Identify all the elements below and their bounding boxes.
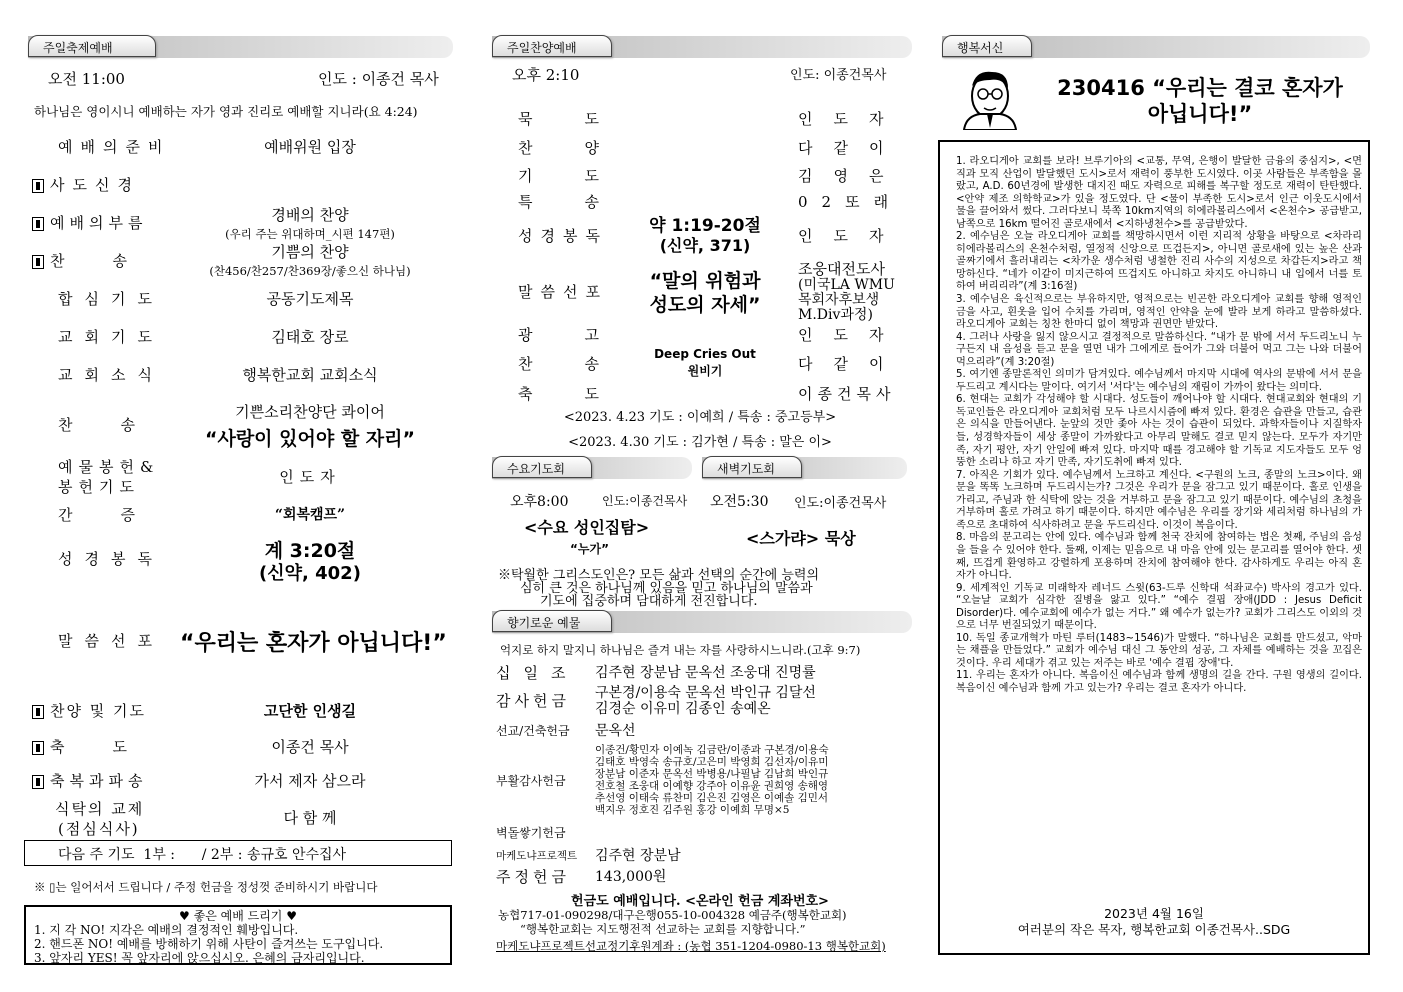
tab-wednesday: 수요기도회	[492, 456, 592, 478]
order-label	[32, 700, 146, 721]
order-right: 이종건목사	[798, 385, 896, 403]
offering-label: 선교/건축헌금	[496, 724, 570, 738]
tab-afternoon-worship: 주일찬양예배	[492, 35, 612, 57]
order-right: 김영은	[798, 167, 905, 185]
stand-icon	[32, 255, 44, 269]
sermon-title: “우리는 혼자가 아닙니다!”	[180, 631, 447, 656]
order-label: 광고	[518, 326, 651, 344]
offering-value: 김경순 이유미 김종인 송예온	[595, 701, 771, 717]
quote-line: 기도에 집중하며 담대하게 전진합니다.	[540, 594, 758, 609]
order-label: 성경봉독	[58, 550, 164, 568]
letter-paragraph: 5. 여기엔 종말론적인 의미가 담겨있다. 예수님께서 마지막 시대에 역사의 문밖에 서서 문을 두드리고 계시다는 말이다. 여기서 '서다'는 예수님의 재림이 가까이 왔다는 의미다.	[956, 369, 1362, 393]
offering-label: 마케도냐프로젝트	[496, 850, 578, 862]
order-label-text: 예배의부름	[50, 214, 148, 232]
letter-paragraph: 3. 예수님은 육신적으로는 부유하지만, 영적으로는 빈곤한 라오디게아 교회를 향해 영적인 금을 사고, 흰옷을 입어 수치를 가리며, 영적인 안약을 눈에 발라 보게 하라고 말씀하셨다. 라오디게아 교회는 칭찬 한마디 없이 책망과 권면만 받았다.	[956, 294, 1362, 331]
offering-label: 십일조	[496, 664, 579, 682]
pastor-letter-column	[930, 0, 1403, 992]
order-label: 말씀선포	[58, 632, 164, 650]
order-value: 기쁜소리찬양단 콰이어	[235, 403, 385, 421]
order-value: 공동기도제목	[266, 290, 354, 308]
order-mid: 원비기	[687, 364, 723, 378]
order-label: 찬송	[58, 416, 183, 434]
order-value: 기쁨의 찬양	[271, 243, 349, 261]
order-mid: 성도의 자세”	[649, 294, 761, 316]
order-mid: “말의 위험과	[649, 270, 761, 292]
order-label: 봉헌기도	[58, 478, 140, 496]
order-label-text: 사도신경	[50, 176, 140, 194]
offering-value: 김주현 장분남 문옥선 조웅대 진명률	[595, 665, 816, 681]
order-right: (미국LA WMU	[798, 277, 895, 293]
letter-title: 아닙니다!”	[1147, 102, 1253, 126]
order-label: 식탁의 교제	[55, 800, 145, 818]
dawn-title: <스가랴> 묵상	[746, 529, 856, 548]
order-sub: (신약, 402)	[259, 563, 361, 584]
order-label-text: 찬송	[50, 252, 175, 270]
offering-value: 백지우 정호진 김주원 홍강 이예희 무명×5	[595, 804, 790, 816]
mission-account: 마케도냐프로젝트선교정기후원계좌 : (농협 351-1204-0980-13 행복한교회)	[496, 939, 886, 953]
dawn-time: 오전5:30	[710, 494, 769, 510]
letter-paragraph: 2. 예수님은 오늘 라오디게아 교회를 책망하시면서 이런 지리적 상황을 바탕으로 <차라리 히에라볼리스의 온천수처럼, 열정적 신앙으로 뜨겁든지>, 아니면 골로새에 있는 높은 산과 골짜기에서 흘러내리는 <차가운 생수처럼 냉철한 진리 사수의 지성으로 차갑든지>라고 책망하신다. “네가 이같이 미지근하여 뜨겁지도 아니하고 차지도 아니하니 내 입에서 너를 토하여 버리리라”(계 3:16절)	[956, 231, 1362, 293]
order-value: 김태호 장로	[271, 328, 349, 346]
offering-label: 벽돌쌓기헌금	[496, 826, 566, 840]
order-label: 예물봉헌&	[58, 458, 160, 476]
letter-paragraph: 8. 마음의 문고리는 안에 있다. 예수님과 함께 천국 잔치에 참여하는 법은 첫째, 주님의 음성을 들을 수 있어야 한다. 둘째, 이제는 믿음으로 내 마음 안에 있는 문고리를 열어야 한다. 셋째, 뜨겁게 환영하고 강렬하게 포용하며 잔치에 참여해야 한다. 감사하게도 우리는 아직 혼자가 아니다.	[956, 532, 1362, 582]
offering-value: 143,000원	[595, 869, 667, 885]
church-motto: “행복한교회는 지도행전적 선교하는 교회를 지향합니다.”	[520, 922, 806, 936]
good-worship-item: 1. 지 각 NO! 지각은 예배의 결정적인 훼방입니다.	[34, 923, 299, 937]
order-label	[32, 250, 175, 271]
order-label	[32, 174, 140, 195]
offering-value: 추선영 이태숙 류찬미 김은진 김영은 이예솔 김민서	[595, 792, 829, 804]
offering-verse: 억지로 하지 말지니 하나님은 즐겨 내는 자를 사랑하시느니라.(고후 9:7)	[500, 643, 861, 657]
offering-value: 김태호 박영숙 송규호/고은미 박영희 김선자/이유미	[595, 756, 829, 768]
wed-title: <수요 성인집탐>	[524, 518, 650, 537]
offering-value: 김주현 장분남	[595, 848, 681, 864]
stand-icon	[32, 179, 44, 193]
letter-paragraph: 11. 우리는 혼자가 아니다. 복음이신 예수님과 함께 생명의 길을 간다. 구원 영생의 길이다. 복음이신 예수님과 함께 가고 있는가? 우리는 결코 혼자가 아니다.	[956, 670, 1362, 694]
offering-label: 감사헌금	[496, 692, 570, 710]
order-value: 예배위원 입장	[264, 138, 356, 156]
letter-date: 2023년 4월 16일	[1104, 906, 1204, 921]
letter-paragraph: 4. 그러나 사랑을 잃지 않으시고 결정적으로 말씀하신다. “내가 문 밖에 서서 두드리노니 누구든지 내 음성을 듣고 문을 열면 내가 그에게로 들어가 그와 더불어 먹고 그는 나와 더불어 먹으리라”(계 3:20절)	[956, 331, 1362, 368]
service-time: 오전 11:00	[48, 70, 125, 88]
stand-icon	[32, 775, 44, 789]
order-label: 말씀선포	[518, 283, 608, 301]
order-label: 묵도	[518, 110, 651, 128]
letter-title: 230416 “우리는 결코 혼자가	[1057, 76, 1343, 100]
pastor-avatar-icon	[956, 66, 1020, 130]
order-label: 특송	[518, 193, 651, 211]
order-label: 합심기도	[58, 290, 164, 308]
order-value: 고단한 인생길	[263, 702, 357, 720]
order-value: 행복한교회 교회소식	[242, 366, 378, 384]
wed-time: 오후8:00	[510, 494, 569, 510]
offering-value: 이종건/황민자 이예녹 김금란/이종과 구본경/이용숙	[595, 744, 829, 756]
order-right: 인도자	[798, 227, 905, 245]
letter-paragraph: 7. 아직은 기회가 있다. 예수님께서 노크하고 계신다. <구원의 노크, 종말의 노크>이다. 왜 문을 똑똑 노크하며 두드리시는가? 그것은 우리가 문을 잠그고 있기 때문이다. 홀로 인생을 가리고, 주님과 한 식탁에 앉는 것을 거부하고 문을 잠그고 있기 때문이다. 예수님의 초청을 거부하며 홀로 가려고 하기 때문이다. 하지만 예수님은 우리를 장기와 세리처럼 하나님의 가족으로 초대하여 식사하려고 문을 두드리신다. 이것이 복음이다.	[956, 469, 1362, 531]
letter-paragraph: 10. 독일 종교개혁가 마틴 루터(1483~1546)가 말했다. “하나님은 교회를 만드셨고, 악마는 채플을 만들었다.” 교회가 예수님 대신 그 동안의 성공, 그 자체를 예배하는 것을 꼬집은 것이다. 우리 세대가 겪고 있는 저주는 바로 '예수 결핍 장애'다.	[956, 632, 1362, 669]
worship-order-column	[0, 0, 470, 992]
order-value: 이종건 목사	[271, 738, 349, 756]
schedule-line: <2023. 4.23 기도 : 이예희 / 특송 : 중고등부>	[563, 410, 837, 425]
order-label-text: 축복과파송	[50, 772, 148, 790]
wed-sub: “누가”	[570, 542, 609, 556]
order-label	[32, 770, 147, 791]
order-label: (점심식사)	[58, 820, 140, 838]
order-value: “회복캠프”	[274, 507, 346, 523]
order-label: 간증	[58, 506, 183, 524]
order-label: 축도	[518, 385, 651, 403]
order-label: 기도	[518, 167, 651, 185]
order-label: 찬양	[518, 139, 651, 157]
order-label: 교회기도	[58, 328, 164, 346]
tab-dawn: 새벽기도회	[702, 456, 802, 478]
order-label: 찬송	[518, 355, 651, 373]
wed-leader: 인도:이종건목사	[602, 494, 688, 508]
good-worship-title: ♥ 좋은 예배 드리기 ♥	[179, 909, 297, 923]
stand-icon	[32, 217, 44, 231]
quote-line: 심히 큰 것은 하나님께 있음을 믿고 하나님의 말씀과	[520, 581, 813, 596]
tab-offering: 향기로운 예물	[492, 610, 612, 632]
dawn-leader: 인도:이종건목사	[794, 496, 887, 511]
order-value: 인도자	[279, 468, 341, 486]
good-worship-item: 3. 앞자리 YES! 꼭 앞자리에 앉으십시오. 은혜의 금자리입니다.	[34, 951, 365, 965]
order-right: 인도자	[798, 110, 905, 128]
good-worship-item: 2. 핸드폰 NO! 예배를 방해하기 위해 사탄이 즐겨쓰는 도구입니다.	[34, 937, 384, 951]
order-right: 다같이	[798, 139, 905, 157]
service-time: 오후 2:10	[512, 66, 580, 84]
letter-paragraph: 9. 세계적인 기독교 미래학자 레너드 스윗(63-드루 신학대 석좌교수) 박사의 경고가 있다. “오늘날 교회가 심각한 질병을 앓고 있다.” “예수 결핍 장애(JDD : Jesus Deficit Disorder)다. 예수교회에 예수가 없는 거다.” 왜 예수가 없는가? 교회가 그리스도 이외의 것으로 너무 번질되었기 때문이다.	[956, 582, 1362, 632]
order-right: 02또래	[798, 193, 903, 211]
schedule-line: <2023. 4.30 기도 : 김가현 / 특송 : 말은 이>	[568, 435, 832, 450]
standing-notice: ※ ▯는 일어서서 드립니다 / 주정 헌금을 정성껏 준비하시기 바랍니다	[34, 880, 378, 894]
order-label-text: 찬양 및 기도	[50, 702, 146, 720]
stand-icon	[32, 741, 44, 755]
order-sub: (찬456/찬257/찬369장/좋으신 하나님)	[209, 264, 411, 278]
next-week-prayer: 다음 주 기도 1부 : / 2부 : 송규호 안수집사	[58, 847, 347, 863]
order-mid: (신약, 371)	[659, 236, 751, 255]
offering-label: 주정헌금	[496, 868, 570, 886]
offering-value: 전호철 조웅대 이예향 강주아 이유윤 권희영 송해영	[595, 780, 829, 792]
order-label: 예배의준비	[58, 138, 171, 156]
order-right: 다같이	[798, 355, 905, 373]
order-right: 목회자후보생	[798, 292, 880, 308]
order-label	[32, 212, 147, 233]
offering-value: 구본경/이용숙 문옥선 박인규 김달선	[595, 685, 816, 701]
letter-body	[956, 156, 1362, 696]
order-label	[32, 736, 175, 757]
order-value: 계 3:20절	[264, 540, 356, 562]
letter-paragraph: 6. 현대는 교회가 각성해야 할 시대다. 성도들이 깨어나야 할 시대다. 현대교회와 현대의 기독교인들은 라오디게아 교회처럼 모두 나르시시즘에 빠져 있다. 환경은 습관을 만들고, 습관은 의식을 만들어낸다. 눈앞의 것만 좇아 사는 것이 습관이 되었다. 과학자들이나 지질학자들, 성경학자들이 세상 종말이 가까왔다고 아무리 말해도 결코 믿지 않는다. 모두가 자기만족, 자기 평안, 자기 안일에 빠져 있다. 마지막 때를 경고해야 할 기독교 지도자들도 모두 엉뚱한 소리나 하고 자기 만족, 자기도취에 빠져 있다.	[956, 394, 1362, 469]
order-value: 다 함 께	[283, 809, 337, 827]
tab-main-worship: 주일축제예배	[28, 35, 156, 57]
order-mid: Deep Cries Out	[654, 347, 756, 361]
bank-account: 농협717-01-090298/대구은행055-10-004328 예금주(행복한교회)	[498, 908, 847, 922]
quote-line: ※탁월한 그리스도인은? 모든 삶과 선택의 순간에 능력의	[498, 568, 820, 583]
offering-label: 부활감사헌금	[496, 774, 566, 788]
order-right: 조웅대전도사	[798, 260, 885, 278]
offering-value: 장분남 이준자 문옥선 박병용/나필남 김남희 박인규	[595, 768, 829, 780]
pastor-avatar	[956, 66, 1020, 130]
opening-verse: 하나님은 영이시니 예배하는 자가 영과 진리로 예배할 지니라(요 4:24)	[34, 104, 418, 119]
letter-paragraph: 1. 라오디게아 교회를 보라! 브루기아의 <교통, 무역, 은행이 발달한 금융의 중심지>, <면직과 모직 산업이 발달했던 도시>로서 재력이 풍부한 도시였다. 이곳 사람들은 부족함을 몰랐고, A.D. 60년경에 발생한 대지진 때도 자력으로 피해를 복구할 정도로 재력이 탄탄했다. <안약 제조 의학학교>가 있을 정도였다. 단 <물이 부족한 도시>로서 인근 이웃도시에서 물을 끌어와서 썼다. 그러다보니 북쪽 10km지역의 히에라볼리스에서 <온천수> 공급받고, 남쪽으로 16km 떨어진 골로새에서 <지하냉천수>를 공급받았다.	[956, 156, 1362, 230]
service-leader: 인도 : 이종건 목사	[318, 70, 439, 88]
service-leader: 인도: 이종건목사	[790, 68, 887, 83]
order-label: 교회소식	[58, 366, 164, 384]
offering-value: 문옥선	[595, 723, 636, 739]
afternoon-column	[480, 0, 920, 992]
order-value: 경배의 찬양	[271, 206, 349, 224]
order-label-text: 축도	[50, 738, 175, 756]
order-right: M.Div과정)	[798, 307, 873, 323]
letter-signature: 여러분의 작은 목자, 행복한교회 이종건목사..SDG	[1017, 922, 1291, 937]
order-sub: “사랑이 있어야 할 자리”	[204, 428, 415, 450]
stand-icon	[32, 705, 44, 719]
order-label: 성경봉독	[518, 227, 608, 245]
order-mid: 약 1:19-20절	[649, 216, 761, 236]
order-value: 가서 제자 삼으라	[254, 772, 366, 790]
online-offering-title: 헌금도 예배입니다. <온라인 헌금 계좌번호>	[571, 894, 829, 909]
order-sub: (우리 주는 위대하며_시편 147편)	[225, 227, 395, 241]
tab-letter: 행복서신	[942, 35, 1032, 57]
order-right: 인도자	[798, 326, 905, 344]
